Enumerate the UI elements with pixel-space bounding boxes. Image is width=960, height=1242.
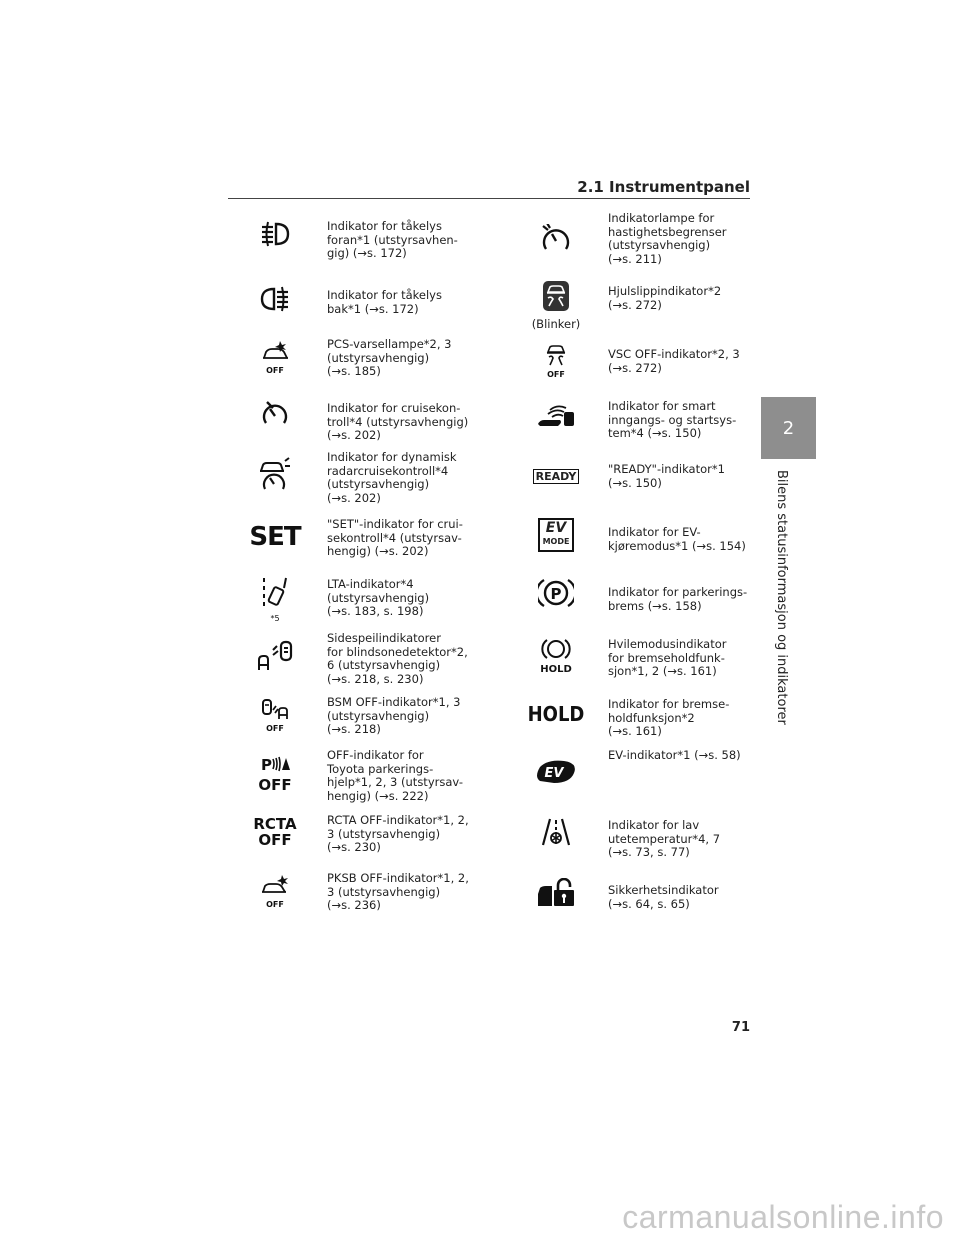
item-text: OFF-indikator for Toyota parkerings- hjelp*1, 2, 3 (utstyrsav- hengig) (→s. 222) (327, 748, 464, 803)
off-label: OFF (258, 831, 292, 849)
parking-assist-off-icon (242, 755, 308, 793)
item-text: Indikatorlampe for hastighetsbegrenser (utstyrsavhengig) (→s. 211) (608, 211, 727, 266)
item-text: EV-indikator*1 (→s. 58) (608, 748, 741, 762)
pcs-warning-icon (242, 340, 308, 375)
radar-cruise-icon (242, 457, 308, 495)
off-label: OFF (266, 366, 284, 375)
item-text: Sikkerhetsindikator (→s. 64, s. 65) (608, 883, 719, 911)
lta-icon (242, 576, 308, 623)
item-text: Sidespeilindikatorer for blindsonedetektor*2, 6 (utstyrsavhengig) (→s. 218, s. 230) (327, 631, 468, 686)
cruise-control-icon (242, 400, 308, 432)
page-header-title: 2.1 Instrumentpanel (577, 178, 750, 196)
rear-fog-light-icon (242, 285, 308, 317)
speed-limiter-icon (523, 224, 589, 256)
vsc-off-icon (523, 344, 589, 379)
ev-label: EV (544, 766, 564, 781)
front-fog-light-icon (242, 220, 308, 252)
set-icon (242, 522, 308, 552)
item-text: Hjulslippindikator*2 (→s. 272) (608, 284, 722, 312)
chapter-side-title: Bilens statusinformasjon og indikatorer (774, 470, 789, 725)
smart-key-icon (523, 404, 589, 432)
ready-label: READY (533, 469, 580, 484)
item-text: LTA-indikator*4 (utstyrsavhengig) (→s. 183, s. 198) (327, 577, 430, 618)
off-label: OFF (258, 776, 292, 794)
chapter-tab: 2 (761, 397, 816, 459)
item-text: Indikator for bremse- holdfunksjon*2 (→s. 161) (608, 697, 730, 738)
item-text: Hvilemodusindikator for bremseholdfunk- sjon*1, 2 (→s. 161) (608, 637, 727, 678)
security-icon (523, 878, 589, 912)
item-text: Indikator for dynamisk radarcruisekontroll*4 (utstyrsavhengig) (→s. 202) (327, 450, 457, 505)
ev-mode-icon (523, 518, 589, 552)
item-text: VSC OFF-indikator*2, 3 (→s. 272) (608, 347, 740, 375)
off-label: OFF (266, 900, 284, 909)
low-temp-icon (523, 817, 589, 851)
item-text: "READY"-indikator*1 (→s. 150) (608, 462, 725, 490)
rcta-off-icon (242, 816, 308, 848)
hold-label: HOLD (540, 664, 572, 675)
item-text: Indikator for lav utetemperatur*4, 7 (→s. 73, s. 77) (608, 818, 721, 859)
svg-text:P: P (261, 756, 272, 773)
ev-label: EV (545, 520, 567, 536)
item-text: Indikator for cruisekon- troll*4 (utstyrsavhengig) (→s. 202) (327, 401, 469, 442)
blind-spot-mirror-icon (242, 640, 308, 676)
slip-indicator-icon (523, 281, 589, 331)
parking-brake-icon (523, 576, 589, 614)
pksb-off-icon (242, 874, 308, 909)
header-rule (228, 198, 750, 199)
p-label: P (550, 585, 562, 603)
rcta-label: RCTA (253, 815, 297, 833)
page-number: 71 (731, 1020, 750, 1035)
watermark: carmanualsonline.info (622, 1199, 944, 1235)
item-text: PKSB OFF-indikator*1, 2, 3 (utstyrsavhengig) (→s. 236) (327, 871, 469, 912)
brake-hold-icon (523, 702, 589, 726)
item-text: Indikator for parkerings- brems (→s. 158) (608, 585, 748, 613)
item-text: RCTA OFF-indikator*1, 2, 3 (utstyrsavhengig) (→s. 230) (327, 813, 469, 854)
hold-label: HOLD (527, 702, 585, 726)
item-text: PCS-varsellampe*2, 3 (utstyrsavhengig) (→s. 185) (327, 337, 452, 378)
ready-icon (523, 465, 589, 484)
item-text: Indikator for EV- kjøremodus*1 (→s. 154) (608, 525, 746, 553)
item-text: Indikator for smart inngangs- og startsys- tem*4 (→s. 150) (608, 399, 737, 440)
blink-caption: (Blinker) (531, 317, 581, 331)
item-text: Indikator for tåkelys foran*1 (utstyrsavhen- gig) (→s. 172) (327, 219, 458, 260)
bsm-off-icon (242, 698, 308, 733)
off-label: OFF (266, 724, 284, 733)
lta-note: *5 (270, 614, 280, 623)
set-label: SET (249, 522, 301, 552)
item-text: BSM OFF-indikator*1, 3 (utstyrsavhengig) (→s. 218) (327, 695, 461, 736)
item-text: "SET"-indikator for crui- sekontroll*4 (utstyrsav- hengig) (→s. 202) (327, 517, 463, 558)
item-text: Indikator for tåkelys bak*1 (→s. 172) (327, 288, 442, 316)
mode-label: MODE (542, 537, 570, 546)
off-label: OFF (547, 370, 565, 379)
ev-indicator-icon (523, 759, 589, 789)
brake-hold-standby-icon (523, 638, 589, 675)
